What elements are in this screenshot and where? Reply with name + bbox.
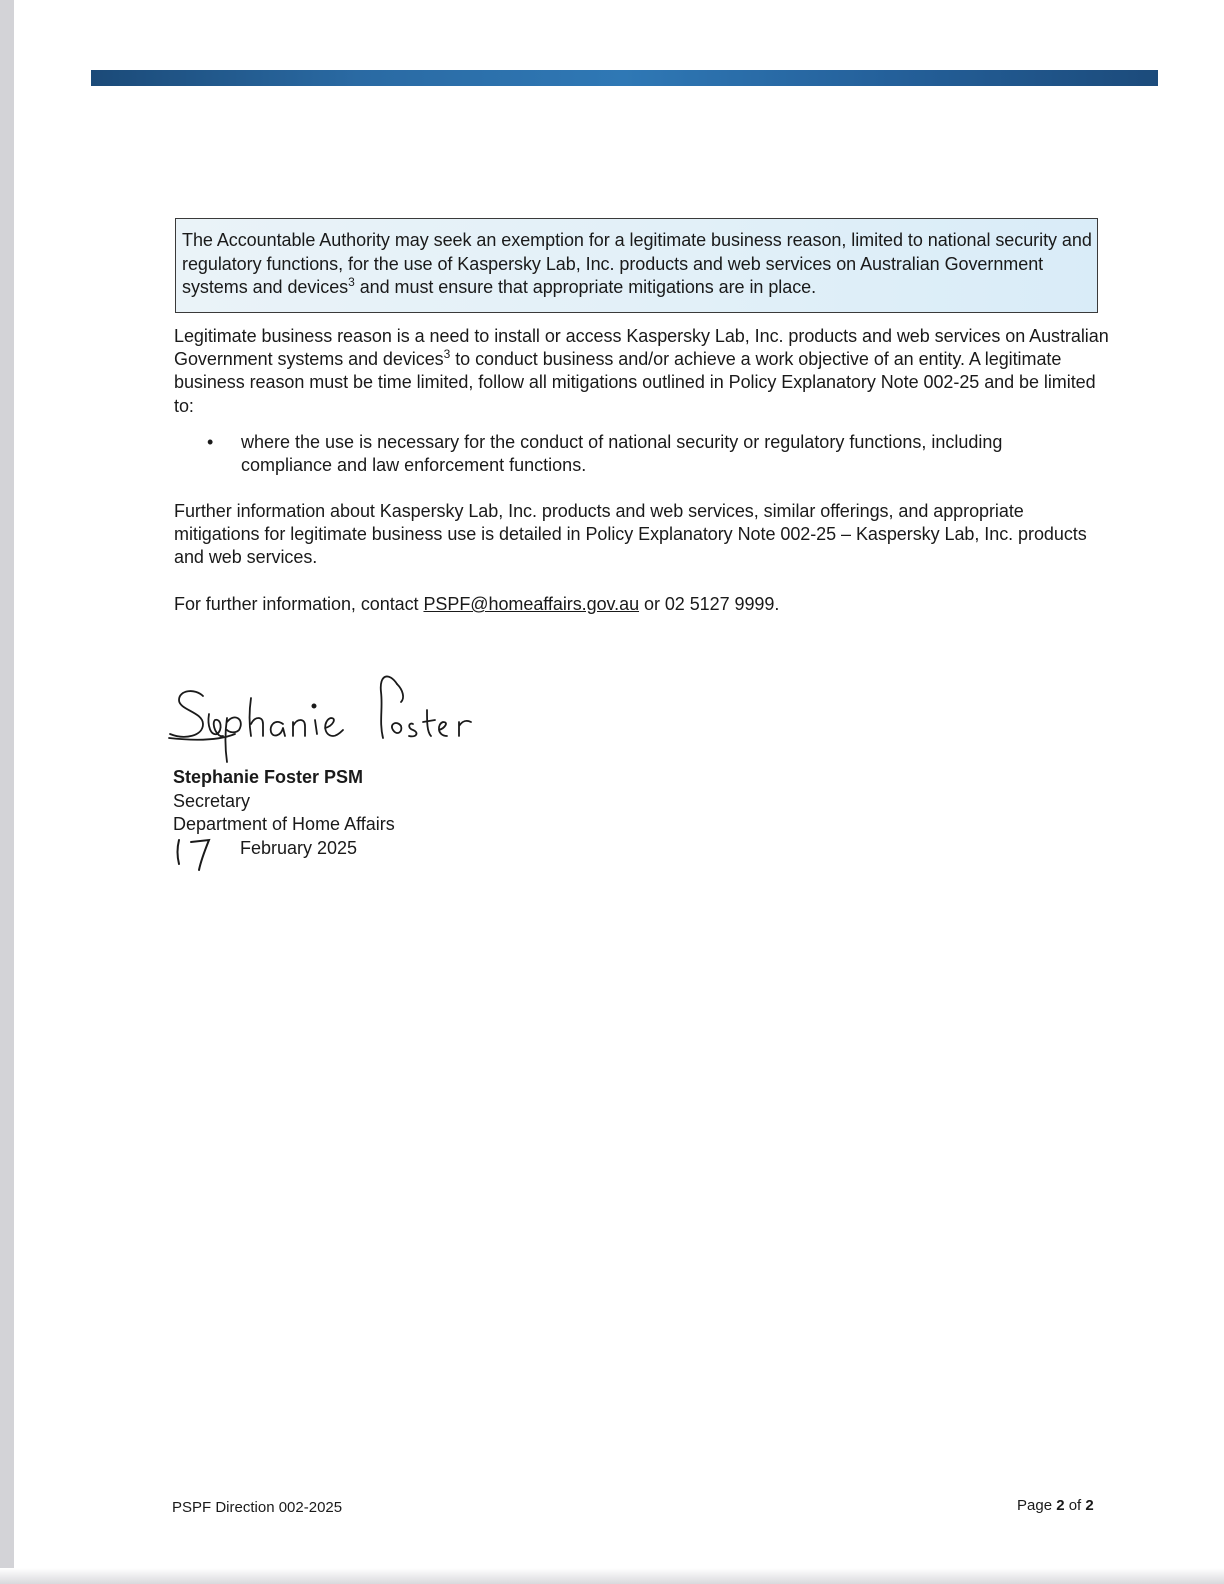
footer-page-number <box>1017 1497 1094 1514</box>
contact-prefix: For further information, contact <box>174 594 424 614</box>
signatory-title: Secretary <box>173 790 251 811</box>
contact-suffix: or 02 5127 9999. <box>639 594 780 614</box>
exemption-callout-box <box>175 218 1098 313</box>
header-bar <box>91 70 1158 86</box>
scan-bottom-edge <box>0 1568 1224 1584</box>
handwritten-signature <box>165 662 485 772</box>
page-total: 2 <box>1085 1497 1094 1514</box>
signatory-department: Department of Home Affairs <box>173 814 395 834</box>
contact-email-link[interactable]: PSPF@homeaffairs.gov.au <box>423 594 640 614</box>
callout-footnote-ref: 3 <box>348 275 355 289</box>
signatory-block <box>173 766 395 837</box>
callout-text-end: and must ensure that appropriate mitigations are in place. <box>354 277 817 297</box>
further-information-paragraph: Further information about Kaspersky Lab, Inc. products and web services, similar offerings, and appropriate mitigations for legitimate business use is detailed in Policy Explanatory Note 002-25 – Kaspersky Lab, Inc. products and web services. <box>174 501 1087 568</box>
page-word: Page <box>1017 1497 1057 1514</box>
bullet-marker: • <box>207 432 214 452</box>
paragraph1-footnote-ref: 3 <box>443 347 451 362</box>
page-of: of <box>1064 1497 1086 1514</box>
date-month-year: February 2025 <box>240 838 358 858</box>
handwritten-day <box>173 834 223 874</box>
callout-text: The Accountable Authority may seek an exemption for a legitimate business reason, limited to national security and regulatory functions, for the use of Kaspersky Lab, Inc. products and web services on Australian Government systems and devices <box>182 230 1092 297</box>
contact-paragraph <box>174 593 1114 616</box>
page-current: 2 <box>1056 1497 1065 1514</box>
scan-left-edge <box>0 0 14 1584</box>
paragraph1-text-end: to conduct business and/or achieve a work objective of an entity. A legitimate business reason must be time limited, follow all mitigations outlined in Policy Explanatory Note 002-25 and be limited to: <box>174 349 1096 416</box>
list-item: where the use is necessary for the conduct of national security or regulatory functions, including compliance and law enforcement functions. <box>241 432 1003 476</box>
legitimate-business-paragraph <box>174 325 1114 418</box>
paragraph1-text: Legitimate business reason is a need to install or access Kaspersky Lab, Inc. products and web services on Australian Government systems and devices <box>174 326 1109 370</box>
signatory-name: Stephanie Foster PSM <box>173 767 364 787</box>
footer-document-id: PSPF Direction 002-2025 <box>172 1499 343 1516</box>
